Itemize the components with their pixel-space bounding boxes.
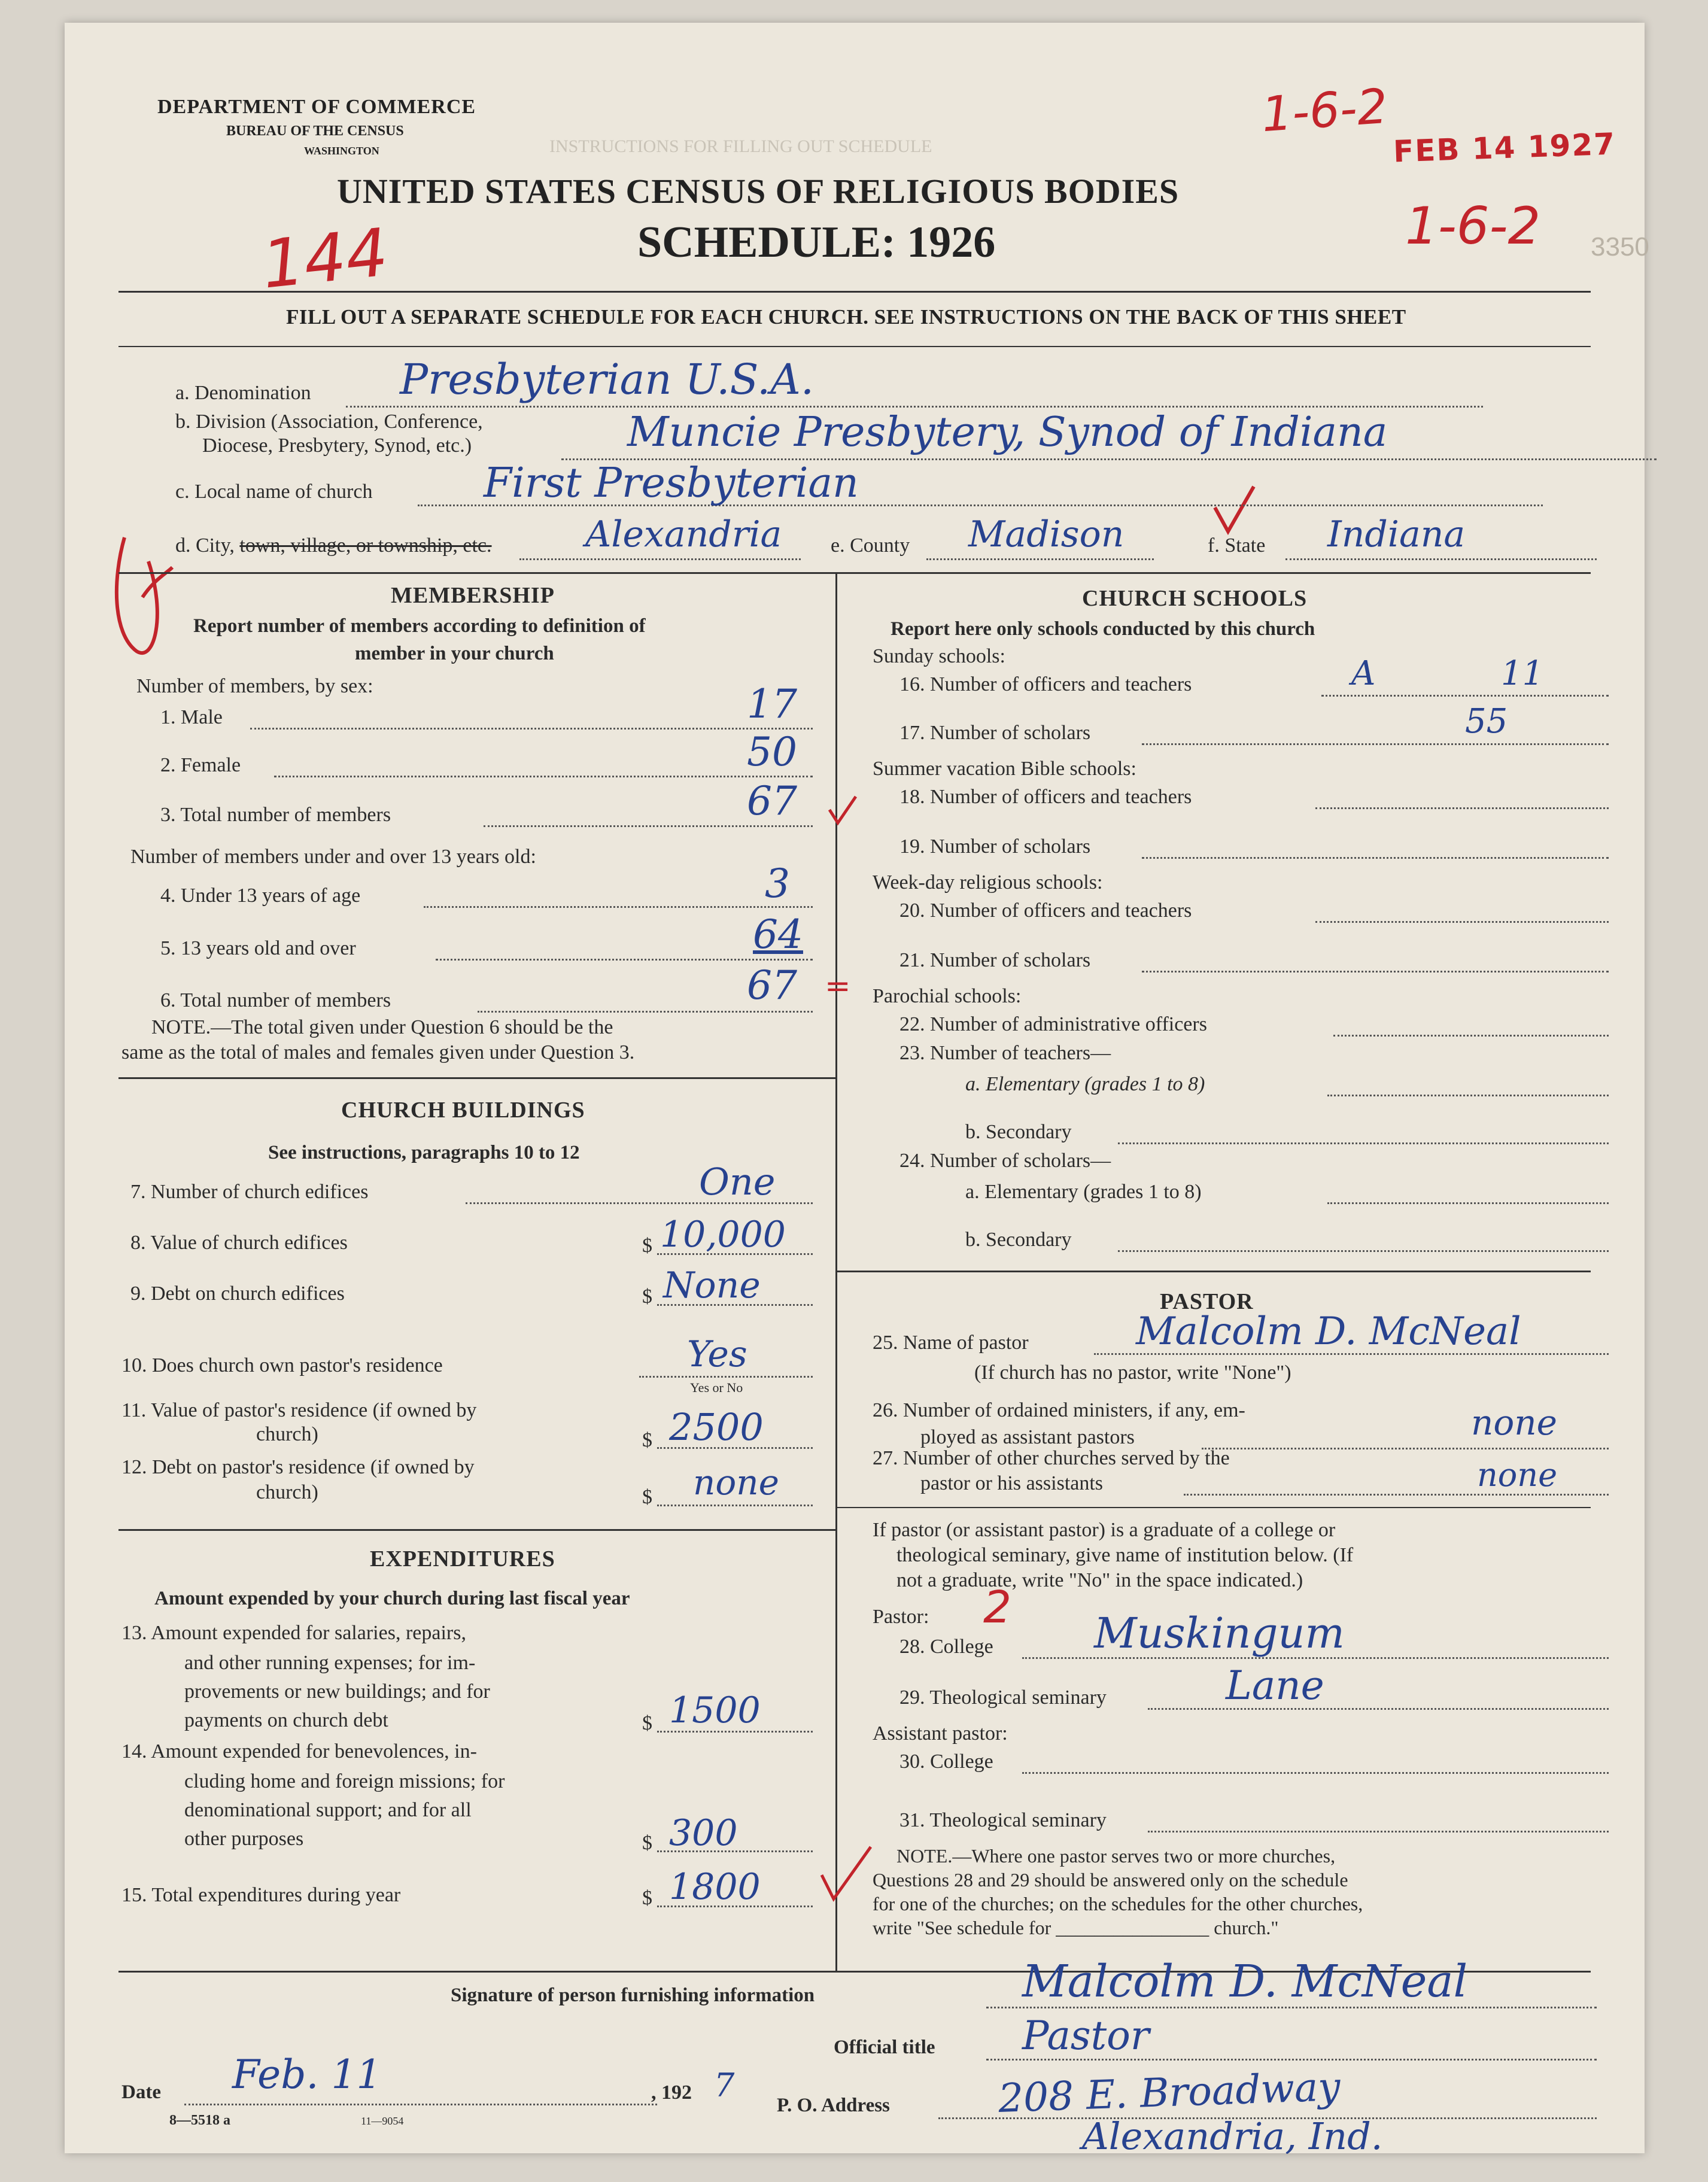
summer-schools-label: Summer vacation Bible schools:	[873, 758, 1136, 780]
q27-label-2: pastor or his assistants	[920, 1472, 1104, 1494]
membership-title: MEMBERSHIP	[391, 583, 555, 608]
q12-label-2: church)	[256, 1481, 318, 1503]
assistant-sublabel: Assistant pastor:	[873, 1722, 1008, 1745]
q20-line	[1315, 921, 1609, 923]
signature-label: Signature of person furnishing information	[451, 1985, 815, 2006]
q26-line	[1202, 1448, 1609, 1449]
q28-value: Muskingum	[1094, 1609, 1345, 1658]
q16-value: 11	[1501, 654, 1544, 693]
q27-label-1: 27. Number of other churches served by the	[873, 1447, 1230, 1469]
q11-label-1: 11. Value of pastor's residence (if owned by	[121, 1399, 477, 1421]
church-name-value: First Presbyterian	[484, 460, 859, 507]
pastor-red-mark: 2	[983, 1582, 1012, 1633]
division-label-2: Diocese, Presbytery, Synod, etc.)	[202, 434, 472, 457]
q16-mark: A	[1351, 654, 1376, 693]
q26-label-1: 26. Number of ordained ministers, if any, em-	[873, 1399, 1245, 1421]
schools-intro: Report here only schools conducted by this church	[891, 618, 1315, 640]
form-title: UNITED STATES CENSUS OF RELIGIOUS BODIES	[337, 172, 1180, 211]
q5-value: 64	[753, 911, 803, 958]
official-title-label: Official title	[834, 2037, 935, 2058]
pastor-note-1: NOTE.—Where one pastor serves two or more churches,	[896, 1845, 1336, 1867]
q23-label: 23. Number of teachers—	[899, 1042, 1111, 1064]
q14-value: 300	[669, 1812, 738, 1854]
q1-label: 1. Male	[160, 706, 223, 728]
expenditures-intro: Amount expended by your church during last fiscal year	[154, 1588, 630, 1609]
q3-label: 3. Total number of members	[160, 804, 391, 826]
date-line	[184, 2104, 657, 2105]
signature-value: Malcolm D. McNeal	[1022, 1956, 1468, 2007]
city-label-prefix: d. City,	[175, 534, 240, 557]
census-schedule-sheet	[65, 23, 1649, 2158]
q17-line	[1142, 743, 1609, 745]
q16-label: 16. Number of officers and teachers	[899, 673, 1192, 695]
q2-line	[274, 776, 813, 777]
official-title-value: Pastor	[1022, 2013, 1150, 2059]
q11-dollar: $	[642, 1429, 652, 1451]
pastor-sublabel: Pastor:	[873, 1606, 929, 1628]
received-date-stamp: FEB 14 1927	[1393, 126, 1616, 169]
state-line	[1285, 558, 1597, 560]
q14-label-1: 14. Amount expended for benevolences, in-	[121, 1740, 477, 1762]
year-prefix: , 192	[651, 2081, 692, 2104]
schools-title: CHURCH SCHOOLS	[1082, 586, 1308, 611]
county-value: Madison	[968, 513, 1125, 555]
q6-value: 67	[747, 962, 797, 1008]
q15-red-check-icon	[816, 1842, 876, 1908]
q19-label: 19. Number of scholars	[899, 835, 1091, 858]
graduate-note-2: theological seminary, give name of institution below. (If	[896, 1544, 1354, 1566]
q14-label-4: other purposes	[184, 1828, 304, 1850]
date-value: Feb. 11	[232, 2052, 382, 2098]
state-label: f. State	[1208, 534, 1266, 557]
parochial-schools-label: Parochial schools:	[873, 985, 1022, 1007]
q29-label: 29. Theological seminary	[899, 1686, 1107, 1709]
top-code-mark: 1-6-2	[1260, 78, 1390, 143]
schedule-number: 3350	[1591, 232, 1649, 262]
q27-value: none	[1477, 1456, 1558, 1494]
q4-value: 3	[765, 861, 790, 907]
q13-label-2: and other running expenses; for im-	[184, 1652, 476, 1674]
q30-label: 30. College	[899, 1751, 993, 1773]
q25-value: Malcolm D. McNeal	[1136, 1309, 1521, 1354]
membership-note-2: same as the total of males and females given under Question 3.	[121, 1041, 635, 1063]
q19-line	[1142, 857, 1609, 859]
county-line	[926, 558, 1154, 560]
buildings-title: CHURCH BUILDINGS	[341, 1098, 585, 1123]
q15-label: 15. Total expenditures during year	[121, 1884, 401, 1906]
sunday-schools-label: Sunday schools:	[873, 645, 1005, 667]
city-line: WASHINGTON	[304, 145, 379, 157]
left-number-mark: 144	[258, 214, 392, 303]
q24-label: 24. Number of scholars—	[899, 1150, 1111, 1172]
q3-red-check-icon	[825, 792, 861, 828]
city-label	[175, 534, 492, 557]
red-check-icon	[1209, 484, 1257, 537]
q24b-label: b. Secondary	[965, 1229, 1072, 1251]
q31-label: 31. Theological seminary	[899, 1809, 1107, 1831]
membership-note-1: NOTE.—The total given under Question 6 should be the	[151, 1016, 613, 1038]
graduate-note-1: If pastor (or assistant pastor) is a graduate of a college or	[873, 1519, 1336, 1541]
membership-intro-2: member in your church	[355, 643, 554, 664]
q13-label-3: provements or new buildings; and for	[184, 1680, 490, 1703]
q8-label: 8. Value of church edifices	[130, 1232, 348, 1254]
q13-value: 1500	[669, 1689, 761, 1731]
q1-line	[250, 728, 813, 730]
q4-label: 4. Under 13 years of age	[160, 885, 361, 907]
form-number: 8—5518 a	[169, 2113, 230, 2128]
members-by-sex-label: Number of members, by sex:	[136, 675, 373, 697]
q13-label-4: payments on church debt	[184, 1709, 388, 1731]
weekday-schools-label: Week-day religious schools:	[873, 871, 1103, 894]
q18-line	[1315, 807, 1609, 809]
church-name-label: c. Local name of church	[175, 481, 373, 503]
q7-label: 7. Number of church edifices	[130, 1181, 369, 1203]
q5-line	[436, 959, 813, 961]
state-value: Indiana	[1327, 513, 1466, 555]
q10-label: 10. Does church own pastor's residence	[121, 1354, 443, 1376]
q13-label-1: 13. Amount expended for salaries, repairs,	[121, 1622, 466, 1644]
q25-note: (If church has no pastor, write "None")	[974, 1362, 1291, 1384]
q12-label-1: 12. Debt on pastor's residence (if owned by	[121, 1456, 475, 1478]
q23a-line	[1327, 1095, 1609, 1096]
denomination-value: Presbyterian U.S.A.	[400, 355, 815, 404]
schools-rule	[837, 1271, 1591, 1272]
county-label: e. County	[831, 534, 910, 557]
city-label-struck: town, village, or township, etc.	[239, 534, 492, 557]
membership-rule	[118, 1077, 837, 1079]
q8-dollar: $	[642, 1235, 652, 1257]
q4-line	[424, 906, 813, 908]
q28-label: 28. College	[899, 1636, 993, 1658]
q9-label: 9. Debt on church edifices	[130, 1283, 345, 1305]
q24b-line	[1118, 1250, 1609, 1252]
q9-dollar: $	[642, 1286, 652, 1308]
q18-label: 18. Number of officers and teachers	[899, 786, 1192, 808]
pastor-note-3: for one of the churches; on the schedules for the other churches,	[873, 1893, 1363, 1914]
pastor-title: PASTOR	[1160, 1289, 1254, 1314]
bleed-through-text: INSTRUCTIONS FOR FILLING OUT SCHEDULE	[549, 136, 932, 156]
pastor-note-4: write "See schedule for ________________ church."	[873, 1917, 1279, 1938]
buildings-rule	[118, 1529, 837, 1531]
id-section-rule	[118, 572, 1591, 574]
division-value: Muncie Presbytery, Synod of Indiana	[627, 409, 1388, 456]
q29-value: Lane	[1226, 1663, 1324, 1709]
po-address-label: P. O. Address	[777, 2095, 890, 2116]
q23b-line	[1118, 1142, 1609, 1144]
q16-line	[1321, 695, 1609, 697]
q23b-label: b. Secondary	[965, 1121, 1072, 1143]
buildings-intro: See instructions, paragraphs 10 to 12	[268, 1142, 580, 1163]
red-check-scribble-icon	[101, 525, 178, 663]
q26-label-2: ployed as assistant pastors	[920, 1426, 1135, 1448]
q6-red-mark: =	[825, 968, 851, 1004]
subtitle-rule	[118, 346, 1591, 347]
q3-value: 67	[747, 778, 797, 824]
q9-value: None	[663, 1265, 761, 1306]
q22-line	[1333, 1035, 1609, 1037]
q20-label: 20. Number of officers and teachers	[899, 899, 1192, 922]
po-address-line-1: 208 E. Broadway	[997, 2064, 1341, 2122]
q26-value: none	[1471, 1402, 1557, 1443]
q14-label-2: cluding home and foreign missions; for	[184, 1770, 505, 1792]
q10-value: Yes	[687, 1333, 747, 1375]
q5-label: 5. 13 years old and over	[160, 937, 356, 959]
city-line	[519, 558, 801, 560]
q25-label: 25. Name of pastor	[873, 1332, 1029, 1354]
q14-label-3: denominational support; and for all	[184, 1799, 472, 1821]
q13-dollar: $	[642, 1712, 652, 1734]
under-over-label: Number of members under and over 13 years old:	[130, 846, 536, 868]
q21-line	[1142, 971, 1609, 973]
expenditures-title: EXPENDITURES	[370, 1546, 555, 1572]
q8-value: 10,000	[660, 1214, 786, 1256]
q12-dollar: $	[642, 1486, 652, 1508]
q21-label: 21. Number of scholars	[899, 949, 1091, 971]
pastor-note-2: Questions 28 and 29 should be answered only on the schedule	[873, 1869, 1348, 1891]
form-subtitle: FILL OUT A SEPARATE SCHEDULE FOR EACH CHURCH. SEE INSTRUCTIONS ON THE BACK OF THIS SHEET	[286, 305, 1406, 329]
q2-value: 50	[747, 729, 797, 775]
q24a-line	[1327, 1202, 1609, 1204]
q10-line	[639, 1376, 813, 1378]
division-label-1: b. Division (Association, Conference,	[175, 411, 483, 433]
q6-line	[478, 1011, 813, 1013]
department-line: DEPARTMENT OF COMMERCE	[157, 96, 476, 118]
denomination-label: a. Denomination	[175, 382, 311, 404]
official-title-line	[986, 2059, 1597, 2061]
graduate-note-3: not a graduate, write "No" in the space indicated.)	[896, 1569, 1303, 1591]
q6-label: 6. Total number of members	[160, 989, 391, 1011]
q17-value: 55	[1465, 702, 1508, 741]
print-number: 11—9054	[361, 2115, 404, 2127]
q23a-label: a. Elementary (grades 1 to 8)	[965, 1073, 1205, 1095]
q14-dollar: $	[642, 1832, 652, 1854]
q12-value: none	[693, 1462, 779, 1503]
pastor-divider	[837, 1507, 1591, 1508]
q31-line	[1148, 1831, 1609, 1832]
q17-label: 17. Number of scholars	[899, 722, 1091, 744]
q22-label: 22. Number of administrative officers	[899, 1013, 1207, 1035]
yes-no-hint: Yes or No	[690, 1380, 743, 1395]
q2-label: 2. Female	[160, 754, 241, 776]
year-digit: 7	[714, 2066, 735, 2104]
schedule-year: SCHEDULE: 1926	[637, 218, 996, 267]
q12-line	[657, 1505, 813, 1506]
q11-label-2: church)	[256, 1423, 318, 1445]
q11-value: 2500	[669, 1405, 764, 1449]
q1-value: 17	[747, 681, 797, 727]
q7-value: One	[699, 1160, 776, 1204]
membership-intro-1: Report number of members according to definition of	[193, 615, 646, 637]
po-address-line-2: Alexandria, Ind.	[1082, 2114, 1383, 2158]
q24a-label: a. Elementary (grades 1 to 8)	[965, 1181, 1202, 1203]
bureau-line: BUREAU OF THE CENSUS	[226, 123, 404, 139]
date-label: Date	[121, 2081, 161, 2103]
q15-dollar: $	[642, 1887, 652, 1909]
q15-value: 1800	[669, 1866, 761, 1908]
q30-line	[1022, 1772, 1609, 1774]
q29-line	[1148, 1708, 1609, 1710]
denomination-line	[346, 406, 1483, 408]
q3-line	[484, 825, 813, 827]
q27-line	[1184, 1494, 1609, 1496]
right-code-mark: 1-6-2	[1405, 196, 1541, 256]
city-value: Alexandria	[585, 513, 782, 555]
